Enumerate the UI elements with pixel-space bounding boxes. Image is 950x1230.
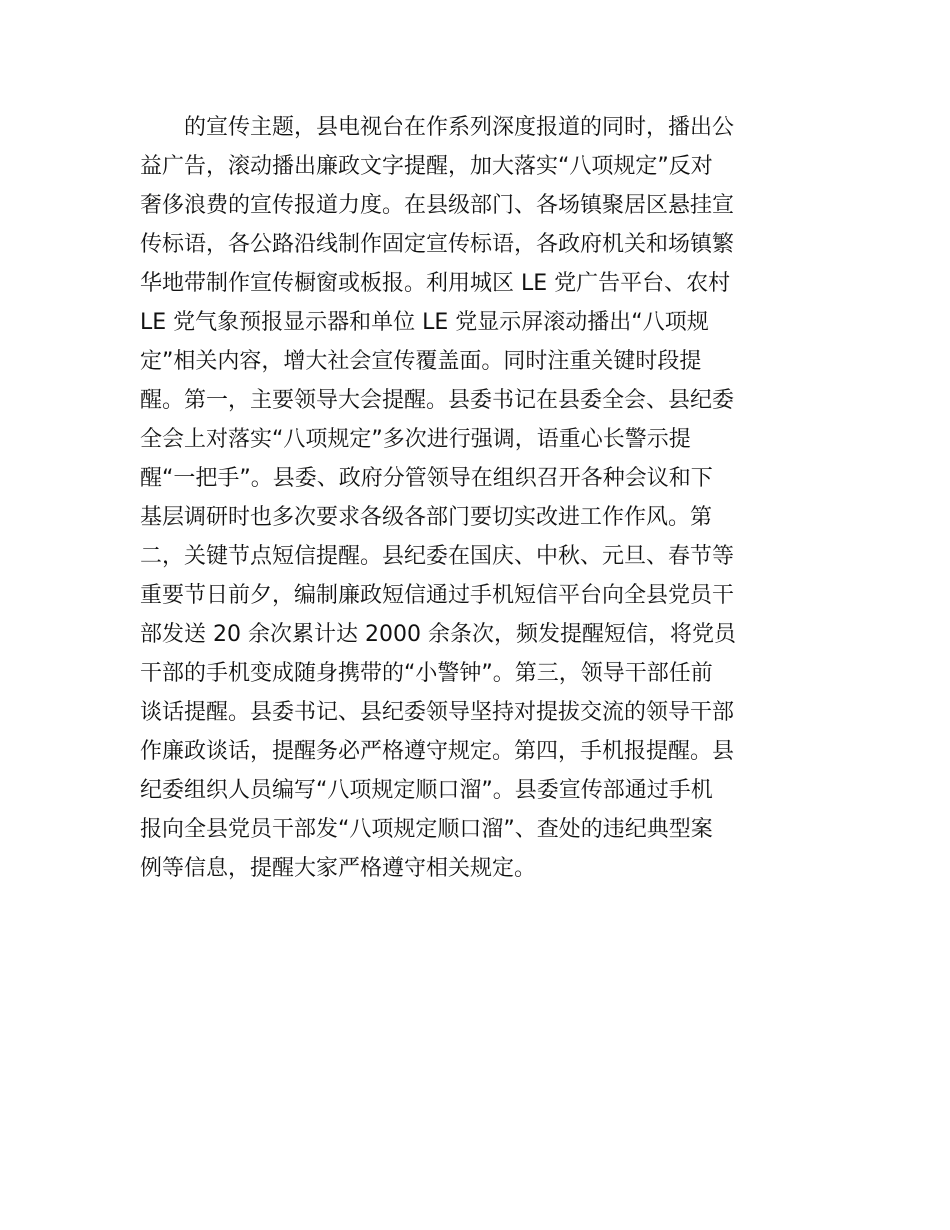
text-line: 传标语，各公路沿线制作固定宣传标语，各政府机关和场镇繁 <box>140 232 735 257</box>
text-line: 干部的手机变成随身携带的“小警钟”。第三，领导干部任前 <box>140 661 713 686</box>
text-line: 华地带制作宣传橱窗或板报。利用城区 LE 党广告平台、农村 <box>140 271 731 296</box>
text-line: 益广告，滚动播出廉政文字提醒，加大落实“八项规定”反对 <box>140 154 713 179</box>
text-line: 的宣传主题，县电视台在作系列深度报道的同时，播出公 <box>140 115 735 140</box>
text-line: 作廉政谈话，提醒务必严格遵守规定。第四，手机报提醒。县 <box>140 739 735 764</box>
text-line: 基层调研时也多次要求各级各部门要切实改进工作作风。第 <box>140 505 713 530</box>
text-line: 全会上对落实“八项规定”多次进行强调，语重心长警示提 <box>140 427 691 452</box>
text-line: 二，关键节点短信提醒。县纪委在国庆、中秋、元旦、春节等 <box>140 544 735 569</box>
text-line: 醒。第一，主要领导大会提醒。县委书记在县委全会、县纪委 <box>140 388 735 413</box>
text-line: 部发送 20 余次累计达 2000 余条次，频发提醒短信，将党员 <box>140 622 736 647</box>
text-line: 奢侈浪费的宣传报道力度。在县级部门、各场镇聚居区悬挂宣 <box>140 193 735 218</box>
text-line: 重要节日前夕，编制廉政短信通过手机短信平台向全县党员干 <box>140 583 735 608</box>
text-line: 纪委组织人员编写“八项规定顺口溜”。县委宣传部通过手机 <box>140 778 713 803</box>
text-line: 定”相关内容，增大社会宣传覆盖面。同时注重关键时段提 <box>140 349 702 374</box>
text-line: 报向全县党员干部发“八项规定顺口溜”、查处的违纪典型案 <box>140 817 713 842</box>
body-paragraph <box>140 108 820 888</box>
text-line: 例等信息，提醒大家严格遵守相关规定。 <box>140 856 537 881</box>
text-line: 醒“一把手”。县委、政府分管领导在组织召开各种会议和下 <box>140 466 713 491</box>
text-line: 谈话提醒。县委书记、县纪委领导坚持对提拔交流的领导干部 <box>140 700 735 725</box>
text-line: LE 党气象预报显示器和单位 LE 党显示屏滚动播出“八项规 <box>140 310 709 335</box>
